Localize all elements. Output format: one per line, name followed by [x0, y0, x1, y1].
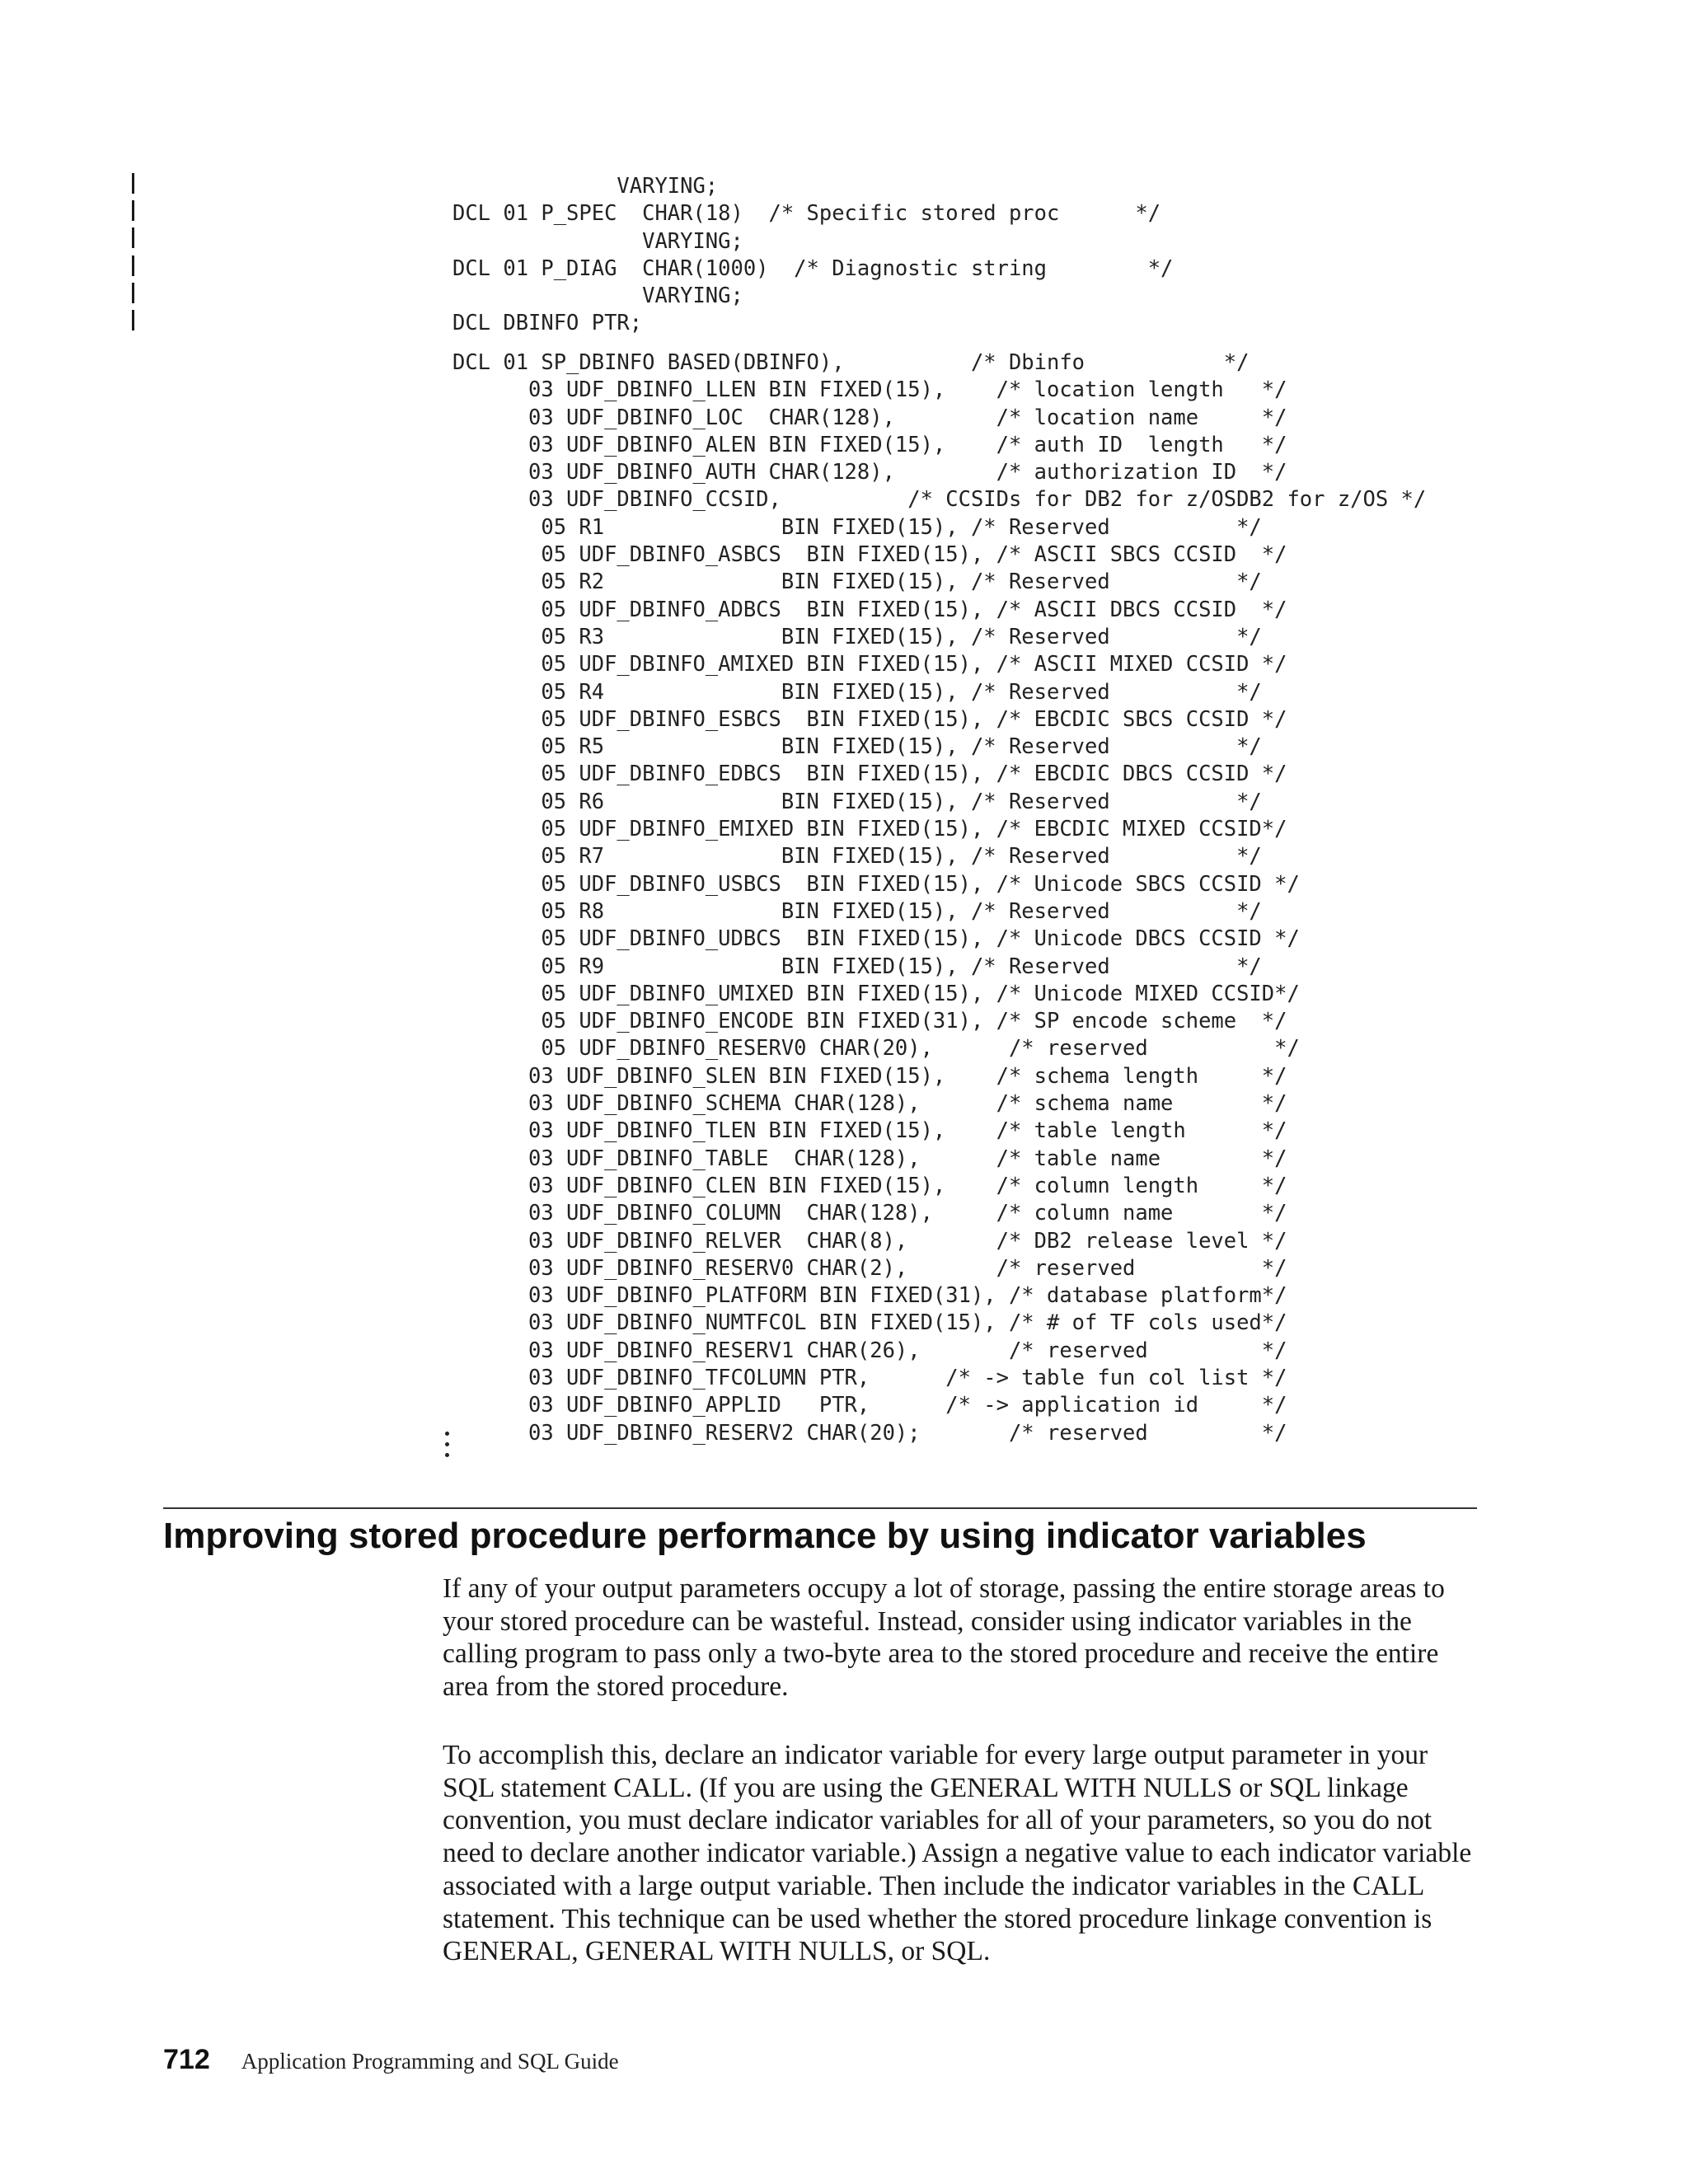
change-bar [132, 283, 134, 303]
page-number: 712 [163, 2044, 210, 2075]
change-bar [132, 227, 134, 248]
change-bar [132, 310, 134, 330]
change-bar [132, 255, 134, 276]
section-divider [163, 1507, 1477, 1509]
change-bar [132, 200, 134, 221]
book-title: Application Programming and SQL Guide [241, 2049, 619, 2074]
code-listing-dbinfo: DCL 01 SP_DBINFO BASED(DBINFO), /* Dbinfo */ 03 UDF_DBINFO_LLEN BIN FIXED(15), /* location length */ 03 UDF_DBINFO_LOC CHAR(128), /* location name */ 03 UDF_DBINFO_ALEN BIN FIXED(15), /* auth ID length */ 03 UDF_DBINFO_AUTH CHAR(128), /* authorization ID */ 03 UDF_DBINFO_CCSID, /* CCSIDs for DB2 for z/OSDB2 for z/OS */ 05 R1 BIN FIXED(15), /* Reserved */ 05 UDF_DBINFO_ASBCS BIN FIXED(15), /* ASCII SBCS CCSID */ 05 R2 BIN FIXED(15), /* Reserved */ 05 UDF_DBINFO_ADBCS BIN FIXED(15), /* ASCII DBCS CCSID */ 05 R3 BIN FIXED(15), /* Reserved */ 05 UDF_DBINFO_AMIXED BIN FIXED(15), /* ASCII MIXED CCSID */ 05 R4 BIN FIXED(15), /* Reserved */ 05 UDF_DBINFO_ESBCS BIN FIXED(15), /* EBCDIC SBCS CCSID */ 05 R5 BIN FIXED(15), /* Reserved */ 05 UDF_DBINFO_EDBCS BIN FIXED(15), /* EBCDIC DBCS CCSID */ 05 R6 BIN FIXED(15), /* Reserved */ 05 UDF_DBINFO_EMIXED BIN FIXED(15), /* EBCDIC MIXED CCSID*/ 05 R7 BIN FIXED(15), /* Reserved */ 05 UDF_DBINFO_USBCS BIN FIXED(15), /* Unicode SBCS CCSID */ 05 R8 BIN FIXED(15), /* Reserved */ 05 UDF_DBINFO_UDBCS BIN FIXED(15), /* Unicode DBCS CCSID */ 05 R9 BIN FIXED(15), /* Reserved */ 05 UDF_DBINFO_UMIXED BIN FIXED(15), /* Unicode MIXED CCSID*/ 05 UDF_DBINFO_ENCODE BIN FIXED(31), /* SP encode scheme */ 05 UDF_DBINFO_RESERV0 CHAR(20), /* reserved */ 03 UDF_DBINFO_SLEN BIN FIXED(15), /* schema length */ 03 UDF_DBINFO_SCHEMA CHAR(128), /* schema name */ 03 UDF_DBINFO_TLEN BIN FIXED(15), /* table length */ 03 UDF_DBINFO_TABLE CHAR(128), /* table name */ 03 UDF_DBINFO_CLEN BIN FIXED(15), /* column length */ 03 UDF_DBINFO_COLUMN CHAR(128), /* column name */ 03 UDF_DBINFO_RELVER CHAR(8), /* DB2 release level */ 03 UDF_DBINFO_RESERV0 CHAR(2), /* reserved */ 03 UDF_DBINFO_PLATFORM BIN FIXED(31), /* database platform*/ 03 UDF_DBINFO_NUMTFCOL BIN FIXED(15), /* # of TF cols used*/ 03 UDF_DBINFO_RESERV1 CHAR(26), /* reserved */ 03 UDF_DBINFO_TFCOLUMN PTR, /* -> table fun col list */ 03 UDF_DBINFO_APPLID PTR, /* -> application id */ 03 UDF_DBINFO_RESERV2 CHAR(20); /* reserved */ [452, 350, 1427, 1446]
section-heading: Improving stored procedure performance by using indicator variables [163, 1516, 1367, 1556]
code-listing-parameters: VARYING; DCL 01 P_SPEC CHAR(18) /* Specific stored proc */ VARYING; DCL 01 P_DIAG CHAR(1000) /* Diagnostic string */ VARYING; DCL DBINFO PTR; [452, 174, 1174, 336]
body-paragraph-1: If any of your output parameters occupy a lot of storage, passing the entire storage areas to your stored procedure can be wasteful. Instead, consider using indicator variables in the calling program to pass only a two-byte area to the stored procedure and receive the entire area from the stored procedure. [443, 1573, 1445, 1703]
body-paragraph-2: To accomplish this, declare an indicator variable for every large output parameter in your SQL statement CALL. (If you are using the GENERAL WITH NULLS or SQL linkage convention, you must declare indicator variables for all of your parameters, so you do not need to declare another indicator variable.) Assign a negative value to each indicator variable associated with a large output variable. Then include the indicator variables in the CALL statement. This technique can be used whether the stored procedure linkage convention is GENERAL, GENERAL WITH NULLS, or SQL. [443, 1740, 1472, 1967]
change-bar [132, 173, 134, 194]
page-footer [163, 2044, 619, 2076]
